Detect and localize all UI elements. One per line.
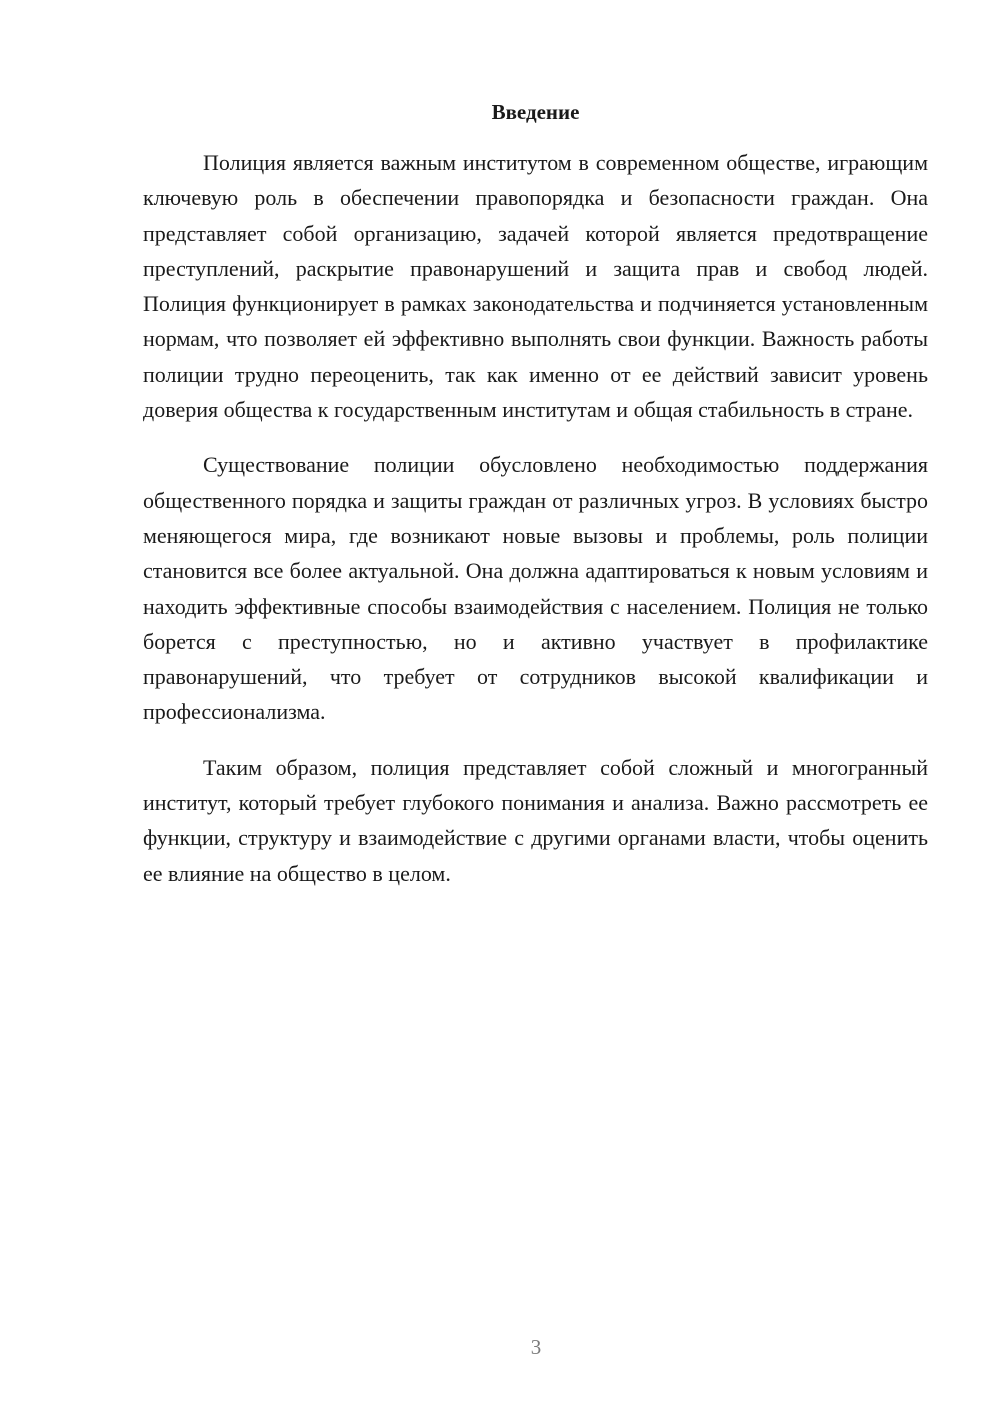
paragraph-1: Полиция является важным институтом в современном обществе, играющим ключевую роль в обеспечении правопорядка и безопасности граждан. Она представляет собой организацию, задачей которой является предотвращение преступлений, раскрытие правонарушений и защита прав и свобод людей. Полиция функционирует в рамках законодательства и подчиняется установленным нормам, что позволяет ей эффективно выполнять свои функции. Важность работы полиции трудно переоценить, так как именно от ее действий зависит уровень доверия общества к государственным институтам и общая стабильность в стране.	[143, 150, 928, 423]
paragraph-2: Существование полиции обусловлено необходимостью поддержания общественного порядка и защиты граждан от различных угроз. В условиях быстро меняющегося мира, где возникают новые вызовы и проблемы, роль полиции становится все более актуальной. Она должна адаптироваться к новым условиям и находить эффективные способы взаимодействия с населением. Полиция не только борется с преступностью, но и активно участвует в профилактике правонарушений, что требует от сотрудников высокой квалификации и профессионализма.	[143, 452, 928, 725]
page-number: 3	[530, 1335, 542, 1359]
body-text	[143, 145, 928, 911]
paragraph-3: Таким образом, полиция представляет собой сложный и многогранный институт, который требует глубокого понимания и анализа. Важно рассмотреть ее функции, структуру и взаимодействие с другими органами власти, чтобы оценить ее влияние на общество в целом.	[143, 754, 928, 886]
section-heading: Введение	[491, 100, 580, 124]
